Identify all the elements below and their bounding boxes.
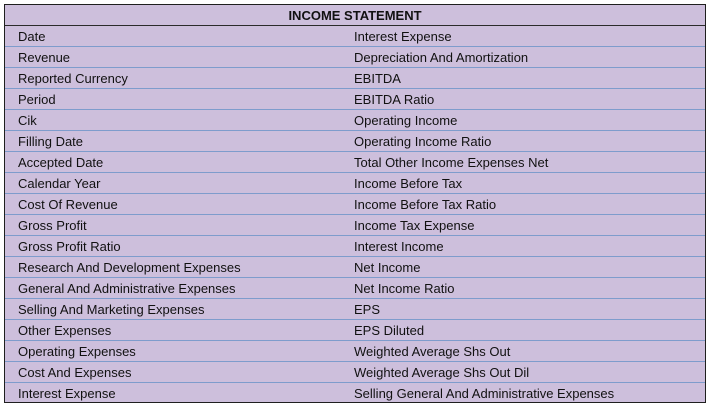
table-row bbox=[5, 278, 705, 299]
cell-right[interactable]: EBITDA bbox=[354, 70, 401, 86]
income-statement-table bbox=[4, 4, 706, 403]
table-row bbox=[5, 257, 705, 278]
cell-left[interactable]: Cik bbox=[18, 112, 37, 128]
cell-left[interactable]: Filling Date bbox=[18, 133, 84, 149]
table-row bbox=[5, 68, 705, 89]
cell-left[interactable]: Accepted Date bbox=[18, 154, 104, 170]
cell-left[interactable]: Gross Profit Ratio bbox=[18, 238, 121, 254]
cell-right[interactable]: Interest Expense bbox=[354, 28, 452, 44]
table-row bbox=[5, 236, 705, 257]
table-row bbox=[5, 47, 705, 68]
cell-left[interactable]: Interest Expense bbox=[18, 386, 116, 401]
cell-right[interactable]: Total Other Income Expenses Net bbox=[354, 154, 549, 170]
cell-left[interactable]: General And Administrative Expenses bbox=[18, 280, 236, 296]
table-row bbox=[5, 215, 705, 236]
table-row bbox=[5, 194, 705, 215]
table-row bbox=[5, 362, 705, 383]
table-row bbox=[5, 173, 705, 194]
cell-left[interactable]: Other Expenses bbox=[18, 322, 112, 338]
cell-right[interactable]: Operating Income bbox=[354, 112, 458, 128]
cell-right[interactable]: EBITDA Ratio bbox=[354, 91, 435, 107]
cell-right[interactable]: Income Tax Expense bbox=[354, 217, 475, 233]
table-row bbox=[5, 152, 705, 173]
cell-left[interactable]: Selling And Marketing Expenses bbox=[18, 301, 205, 317]
table-row bbox=[5, 89, 705, 110]
cell-right[interactable]: Selling General And Administrative Expenses bbox=[354, 386, 615, 401]
cell-right[interactable]: Depreciation And Amortization bbox=[354, 49, 529, 65]
table-row bbox=[5, 110, 705, 131]
table-row bbox=[5, 383, 705, 403]
table-row bbox=[5, 320, 705, 341]
cell-right[interactable]: Weighted Average Shs Out bbox=[354, 343, 511, 359]
cell-left[interactable]: Cost Of Revenue bbox=[18, 196, 118, 212]
table-title[interactable]: INCOME STATEMENT bbox=[5, 5, 705, 26]
cell-left[interactable]: Date bbox=[18, 28, 46, 44]
cell-right[interactable]: EPS Diluted bbox=[354, 322, 425, 338]
cell-right[interactable]: Interest Income bbox=[354, 238, 444, 254]
cell-left[interactable]: Reported Currency bbox=[18, 70, 128, 86]
cell-right[interactable]: Net Income Ratio bbox=[354, 280, 455, 296]
cell-right[interactable]: Net Income bbox=[354, 259, 421, 275]
table-row bbox=[5, 299, 705, 320]
cell-left[interactable]: Calendar Year bbox=[18, 175, 101, 191]
table-row bbox=[5, 26, 705, 47]
cell-right[interactable]: Weighted Average Shs Out Dil bbox=[354, 364, 530, 380]
table-row bbox=[5, 341, 705, 362]
cell-left[interactable]: Operating Expenses bbox=[18, 343, 136, 359]
cell-left[interactable]: Revenue bbox=[18, 49, 71, 65]
cell-left[interactable]: Gross Profit bbox=[18, 217, 87, 233]
cell-left[interactable]: Research And Development Expenses bbox=[18, 259, 241, 275]
cell-right[interactable]: EPS bbox=[354, 301, 381, 317]
table-row bbox=[5, 131, 705, 152]
cell-left[interactable]: Cost And Expenses bbox=[18, 364, 132, 380]
cell-right[interactable]: Income Before Tax bbox=[354, 175, 463, 191]
cell-left[interactable]: Period bbox=[18, 91, 56, 107]
table-body bbox=[5, 26, 705, 403]
cell-right[interactable]: Income Before Tax Ratio bbox=[354, 196, 497, 212]
cell-right[interactable]: Operating Income Ratio bbox=[354, 133, 492, 149]
